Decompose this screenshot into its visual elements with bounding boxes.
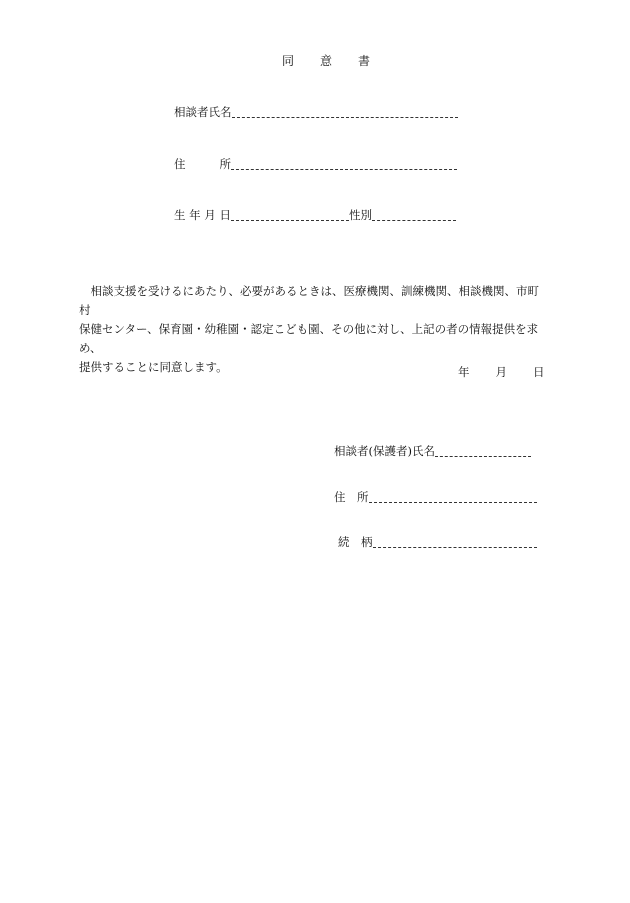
consent-line-2: 保健センター、保育園・幼稚園・認定こども園、その他に対し、上記の者の情報提供を求め、 [79,322,539,355]
guardian-address-label: 住 所 [334,490,369,504]
guardian-name-field[interactable] [435,445,531,457]
guardian-relation-row [338,534,537,550]
birth-date-field[interactable] [231,209,349,221]
subject-address-label-2: 所 [219,157,231,171]
document-title [282,52,370,69]
guardian-name-label: 相談者(保護者)氏名 [334,444,435,458]
gender-label: 性別 [348,208,372,222]
consent-date [458,364,545,380]
title-char-1: 同 [282,54,295,68]
date-month-label: 月 [495,365,507,379]
consent-line-1: 相談支援を受けるにあたり、必要があるときは、医療機関、訓練機関、相談機関、市町村 [79,284,539,317]
relation-label: 続 柄 [338,535,373,549]
subject-address-row [174,156,457,172]
subject-name-label: 相談者氏名 [174,105,232,119]
title-char-2: 意 [320,54,333,68]
date-year-label: 年 [458,365,470,379]
guardian-address-row [334,489,537,505]
gender-field[interactable] [372,209,456,221]
subject-birth-row [174,207,456,223]
consent-line-3: 提供することに同意します。 [79,360,228,374]
consent-paragraph [79,282,549,377]
subject-address-field[interactable] [231,158,457,170]
date-day-label: 日 [533,365,545,379]
subject-name-field[interactable] [232,106,458,118]
birth-date-label: 生 年 月 日 [174,208,231,222]
subject-address-label-1: 住 [174,157,186,171]
guardian-address-field[interactable] [369,491,537,503]
relation-field[interactable] [373,536,537,548]
title-char-3: 書 [358,54,371,68]
guardian-name-row [334,443,531,459]
subject-name-row [174,104,458,120]
